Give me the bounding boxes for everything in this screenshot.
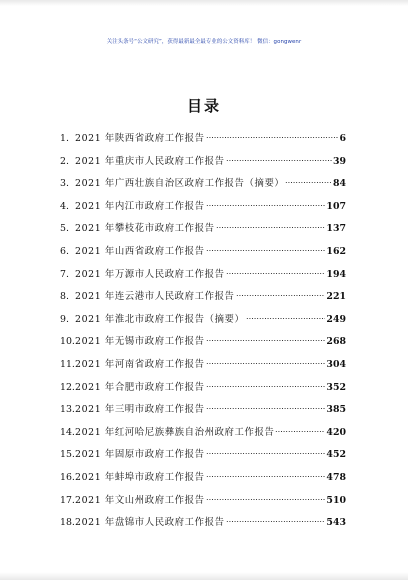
toc-entry-page: 39 — [332, 155, 346, 167]
toc-entry-title: 2021 年文山州政府工作报告 — [75, 494, 205, 506]
toc-dot-leader — [206, 452, 326, 455]
toc-entry-number: 9. — [60, 313, 69, 325]
toc-entry[interactable] — [60, 173, 346, 196]
toc-entry-number: 17. — [60, 494, 75, 506]
toc-entry[interactable] — [60, 309, 346, 332]
toc-entry[interactable] — [60, 422, 346, 445]
toc-entry-title: 2021 年红河哈尼族彝族自治州政府工作报告 — [75, 426, 275, 438]
toc-entry-number: 5. — [60, 223, 69, 235]
toc-entry-number: 11. — [60, 358, 75, 370]
toc-entry-title: 2021 年万源市人民政府工作报告 — [75, 268, 225, 280]
toc-dot-leader — [246, 317, 326, 320]
header-promo-note: 关注头条号“公文研究”，获得最新最全最专业的公文资料库！ 微信：gongwenr — [106, 39, 302, 45]
toc-entry-page: 6 — [339, 133, 346, 144]
toc-title: 目录 — [186, 97, 221, 115]
toc-entry-title: 2021 年河南省政府工作报告 — [75, 358, 205, 370]
toc-entry-page: 420 — [326, 426, 346, 438]
toc-dot-leader — [216, 226, 326, 229]
toc-entry-number: 3. — [60, 178, 69, 190]
toc-entry-number: 8. — [60, 291, 69, 303]
toc-entry-number: 15. — [60, 449, 75, 461]
toc-entry-number: 13. — [60, 404, 75, 416]
toc-entry-title: 2021 年连云港市人民政府工作报告 — [75, 291, 235, 303]
toc-entry[interactable] — [60, 399, 346, 422]
toc-entry[interactable] — [60, 354, 346, 377]
toc-dot-leader — [206, 475, 326, 478]
toc-dot-leader — [275, 430, 325, 433]
toc-entry-number: 18. — [60, 517, 75, 529]
toc-entry-number: 12. — [60, 381, 75, 393]
toc-entry[interactable] — [60, 512, 346, 535]
toc-entry-page: 304 — [326, 358, 346, 370]
toc-entry[interactable] — [60, 490, 346, 513]
toc-entry-page: 162 — [326, 245, 346, 257]
toc-entry[interactable] — [60, 264, 346, 287]
toc-entry-number: 1. — [60, 133, 69, 144]
toc-entry[interactable] — [60, 218, 346, 241]
toc-dot-leader — [206, 407, 326, 410]
toc-entry-number: 7. — [60, 268, 69, 280]
toc-entry-page: 194 — [326, 268, 346, 280]
toc-entry-number: 16. — [60, 471, 75, 483]
toc-entry-title: 2021 年固原市政府工作报告 — [75, 449, 205, 461]
toc-entry-title: 2021 年合肥市政府工作报告 — [75, 381, 205, 393]
page-bottom-edge — [0, 572, 408, 580]
toc-entry[interactable] — [60, 128, 346, 151]
toc-entry-page: 107 — [326, 200, 346, 212]
toc-entry-number: 14. — [60, 426, 75, 438]
toc-entry-title: 2021 年蚌埠市政府工作报告 — [75, 471, 205, 483]
toc-entry[interactable] — [60, 286, 346, 309]
toc-entry-title: 2021 年重庆市人民政府工作报告 — [75, 155, 225, 167]
toc-entry-page: 221 — [326, 291, 346, 303]
toc-dot-leader — [206, 362, 326, 365]
toc-dot-leader — [206, 498, 326, 501]
toc-dot-leader — [226, 520, 326, 523]
toc-entry[interactable] — [60, 377, 346, 400]
toc-entry-page: 352 — [326, 381, 346, 393]
toc-entry-page: 452 — [326, 449, 346, 461]
toc-entry-number: 6. — [60, 245, 69, 257]
toc-entry-number: 4. — [60, 200, 69, 212]
toc-entry-title: 2021 年三明市政府工作报告 — [75, 404, 205, 416]
toc-entry-title: 2021 年无锡市政府工作报告 — [75, 336, 205, 348]
toc-dot-leader — [206, 249, 326, 252]
toc-entry-page: 137 — [326, 223, 346, 235]
toc-dot-leader — [226, 159, 332, 162]
toc-entry-title: 2021 年盘锦市人民政府工作报告 — [75, 517, 225, 529]
toc-entry[interactable] — [60, 467, 346, 490]
toc-dot-leader — [285, 181, 332, 184]
toc-entry-title: 2021 年陕西省政府工作报告 — [75, 133, 205, 144]
toc-entry[interactable] — [60, 331, 346, 354]
toc-entry-page: 510 — [326, 494, 346, 506]
toc-entry-title: 2021 年攀枝花市政府工作报告 — [75, 223, 215, 235]
toc-dot-leader — [206, 204, 326, 207]
toc-entry-number: 10. — [60, 336, 75, 348]
toc-dot-leader — [206, 136, 339, 139]
toc-entry-title: 2021 年内江市政府工作报告 — [75, 200, 205, 212]
toc-entry-page: 478 — [326, 471, 346, 483]
toc-entry-page: 543 — [326, 517, 346, 529]
toc-entry-page: 385 — [326, 404, 346, 416]
toc-entry-page: 84 — [332, 178, 346, 190]
toc-entry-number: 2. — [60, 155, 69, 167]
toc-dot-leader — [226, 272, 326, 275]
toc-entry[interactable] — [60, 151, 346, 174]
toc-entry-page: 249 — [326, 313, 346, 325]
page-top-edge — [0, 0, 408, 6]
table-of-contents — [60, 128, 346, 535]
toc-entry[interactable] — [60, 444, 346, 467]
toc-dot-leader — [206, 385, 326, 388]
toc-dot-leader — [206, 339, 326, 342]
toc-entry-page: 268 — [326, 336, 346, 348]
toc-entry[interactable] — [60, 196, 346, 219]
toc-entry-title: 2021 年山西省政府工作报告 — [75, 245, 205, 257]
toc-entry-title: 2021 年淮北市政府工作报告（摘要） — [75, 313, 245, 325]
toc-dot-leader — [236, 294, 326, 297]
toc-entry-title: 2021 年广西壮族自治区政府工作报告（摘要） — [75, 178, 285, 190]
toc-entry[interactable] — [60, 241, 346, 264]
